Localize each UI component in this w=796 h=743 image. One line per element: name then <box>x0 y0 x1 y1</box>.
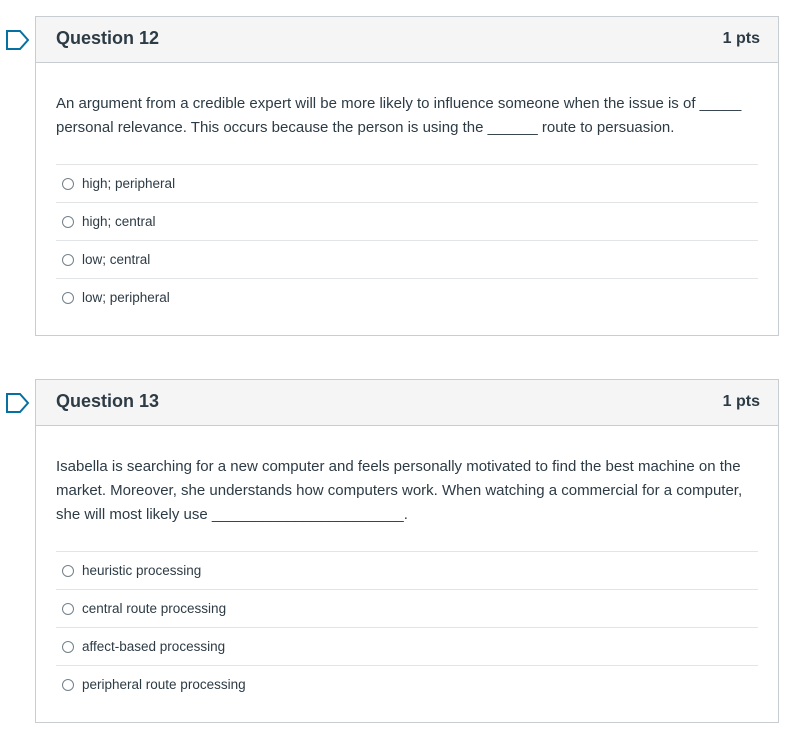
answer-option[interactable] <box>56 665 758 703</box>
flag-question-icon[interactable] <box>5 29 31 51</box>
radio-unselected-icon[interactable] <box>62 603 74 615</box>
answer-list <box>56 164 758 316</box>
answer-list <box>56 551 758 703</box>
question-13 <box>35 379 779 723</box>
question-title: Question 12 <box>56 28 160 48</box>
answer-label[interactable]: low; peripheral <box>82 290 170 305</box>
question-header <box>36 380 778 426</box>
radio-unselected-icon[interactable] <box>62 565 74 577</box>
answer-label[interactable]: high; central <box>82 214 156 229</box>
radio-unselected-icon[interactable] <box>62 292 74 304</box>
answer-label[interactable]: peripheral route processing <box>82 677 246 692</box>
answer-option[interactable] <box>56 627 758 665</box>
answer-label[interactable]: low; central <box>82 252 151 267</box>
question-text: An argument from a credible expert will be more likely to influence someone when the issue is of _____ personal relevance. This occurs because the person is using the ______ route to persuasion. <box>56 95 742 136</box>
answer-option[interactable] <box>56 551 758 589</box>
question-title: Question 13 <box>56 391 160 411</box>
question-header <box>36 17 778 63</box>
question-text: Isabella is searching for a new computer and feels personally motivated to find the best machine on the market. Moreover, she understands how computers work. When watching a commercial for a computer, she will most likely use _______________________. <box>56 458 743 523</box>
radio-unselected-icon[interactable] <box>62 178 74 190</box>
radio-unselected-icon[interactable] <box>62 254 74 266</box>
answer-label[interactable]: heuristic processing <box>82 563 202 578</box>
answer-option[interactable] <box>56 240 758 278</box>
question-points: 1 pts <box>722 393 760 410</box>
answer-option[interactable] <box>56 164 758 202</box>
answer-option[interactable] <box>56 278 758 316</box>
answer-label[interactable]: central route processing <box>82 601 227 616</box>
radio-unselected-icon[interactable] <box>62 679 74 691</box>
answer-option[interactable] <box>56 202 758 240</box>
answer-option[interactable] <box>56 589 758 627</box>
question-points: 1 pts <box>722 30 760 47</box>
radio-unselected-icon[interactable] <box>62 216 74 228</box>
radio-unselected-icon[interactable] <box>62 641 74 653</box>
answer-label[interactable]: affect-based processing <box>82 639 226 654</box>
flag-question-icon[interactable] <box>5 392 31 414</box>
answer-label[interactable]: high; peripheral <box>82 176 176 191</box>
question-12 <box>35 16 779 336</box>
